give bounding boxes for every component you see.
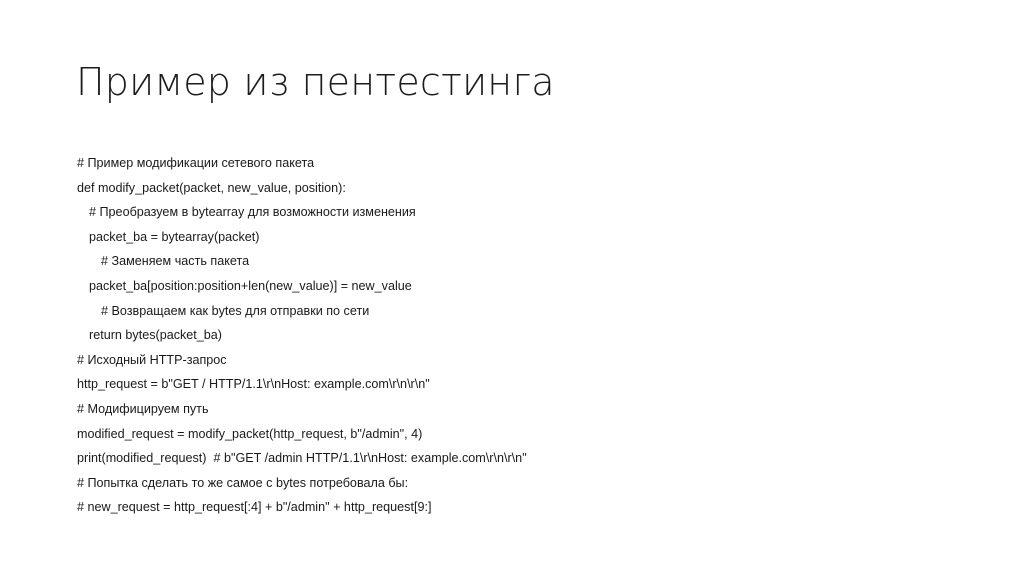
code-line: # Исходный HTTP-запрос <box>77 352 227 367</box>
code-line: # Попытка сделать то же самое с bytes потребовала бы: <box>77 475 409 490</box>
code-line: return bytes(packet_ba) <box>89 328 223 343</box>
code-line: print(modified_request) # b"GET /admin HTTP/1.1\r\nHost: example.com\r\n\r\n" <box>77 451 527 466</box>
code-line: # new_request = http_request[:4] + b"/admin" + http_request[9:] <box>77 500 432 515</box>
code-line: modified_request = modify_packet(http_request, b"/admin", 4) <box>77 426 423 441</box>
code-line: # Возвращаем как bytes для отправки по сети <box>101 303 370 318</box>
code-line: # Заменяем часть пакета <box>101 254 250 269</box>
code-block <box>77 151 977 520</box>
code-line: packet_ba = bytearray(packet) <box>89 229 260 244</box>
slide-title: Пример из пентестинга <box>76 60 555 104</box>
code-line: packet_ba[position:position+len(new_value)] = new_value <box>89 278 412 293</box>
code-line: http_request = b"GET / HTTP/1.1\r\nHost: example.com\r\n\r\n" <box>77 377 430 392</box>
code-line: # Пример модификации сетевого пакета <box>77 156 315 170</box>
code-line: def modify_packet(packet, new_value, position): <box>77 180 346 195</box>
code-line: # Модифицируем путь <box>77 401 209 416</box>
code-line: # Преобразуем в bytearray для возможности изменения <box>89 205 416 220</box>
